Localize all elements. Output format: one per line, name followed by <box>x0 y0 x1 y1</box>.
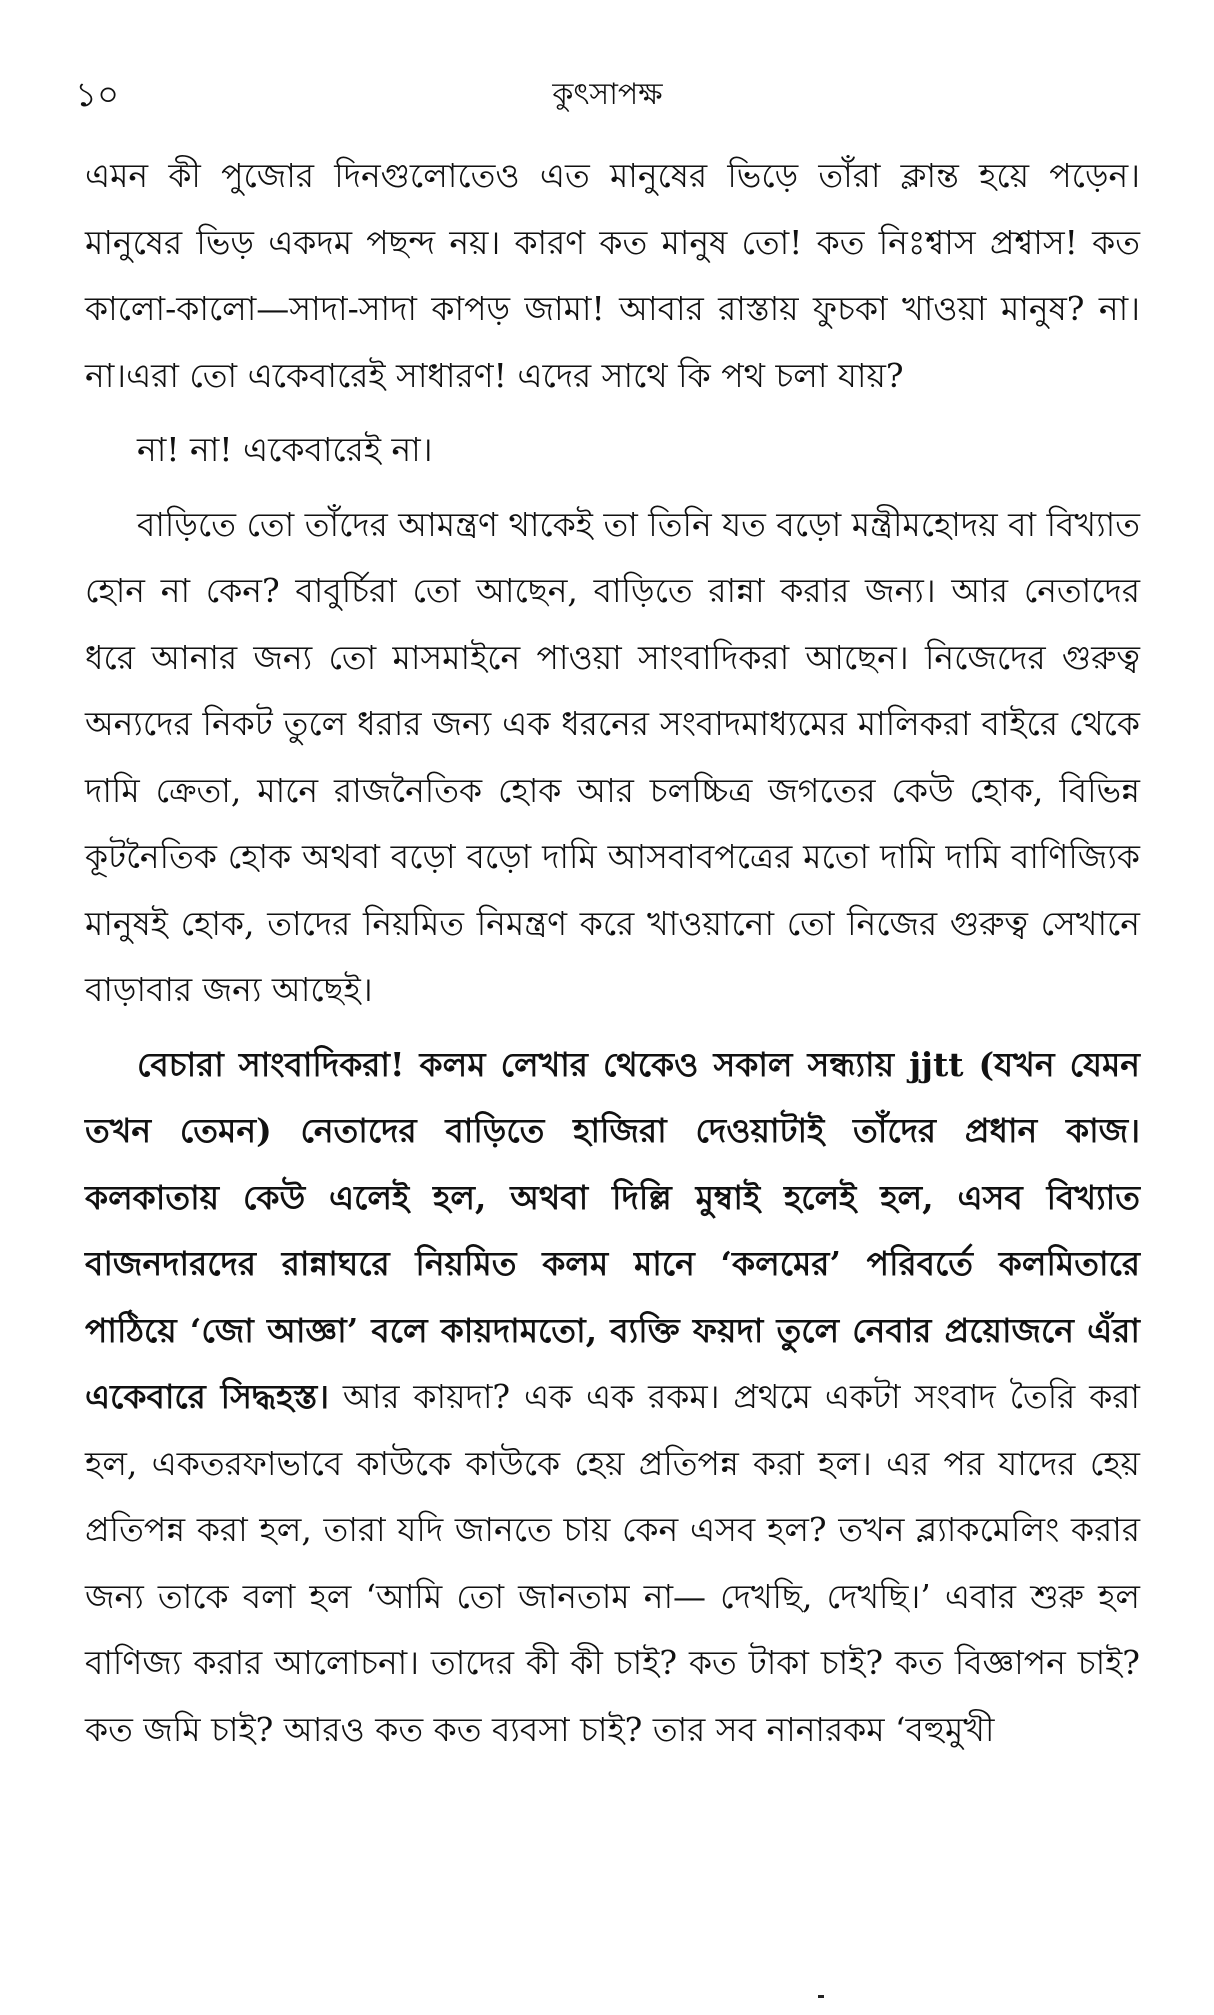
paragraph-invitations: বাড়িতে তো তাঁদের আমন্ত্রণ থাকেই তা তিনি যত বড়ো মন্ত্রীমহোদয় বা বিখ্যাত হোন না কেন? বাবুর্চিরা তো আছেন, বাড়িতে রান্না করার জন্য। আর নেতাদের ধরে আনার জন্য তো মাসমাইনে পাওয়া সাংবাদিকরা আছেন। নিজেদের গুরুত্ব অন্যদের নিকট তুলে ধরার জন্য এক ধরনের সংবাদমাধ্যমের মালিকরা বাইরে থেকে দামি ক্রেতা, মানে রাজনৈতিক হোক আর চলচ্চিত্র জগতের কেউ হোক, বিভিন্ন কূটনৈতিক হোক অথবা বড়ো বড়ো দামি আসবাবপত্রের মতো দামি দামি বাণিজ্যিক মানুষই হোক, তাদের নিয়মিত নিমন্ত্রণ করে খাওয়ানো তো নিজের গুরুত্ব সেখানে বাড়াবার জন্য আছেই। <box>85 504 1140 1009</box>
ink-mark <box>818 1995 824 1998</box>
page-number: ১০ <box>75 75 120 115</box>
running-title: কুৎসাপক্ষ <box>552 77 663 112</box>
paragraph-no: না! না! একেবারেই না। <box>137 430 433 469</box>
body-text <box>85 143 1140 1763</box>
paragraph-journalists-regular: আর কায়দা? এক এক রকম। প্রথমে একটা সংবাদ তৈরি করা হল, একতরফাভাবে কাউকে কাউকে হেয় প্রতিপন্ন করা হল। এর পর যাদের হেয় প্রতিপন্ন করা হল, তারা যদি জানতে চায় কেন এসব হল? তখন ব্ল্যাকমেলিং করার জন্য তাকে বলা হল ‘আমি তো জানতাম না— দেখছি, দেখছি।’ এবার শুরু হল বাণিজ্য করার আলোচনা। তাদের কী কী চাই? কত টাকা চাই? কত বিজ্ঞাপন চাই? কত জমি চাই? আরও কত কত ব্যবসা চাই? তার সব নানারকম ‘বহুমুখী <box>85 1377 1141 1749</box>
paragraph-journalists-bold: বেচারা সাংবাদিকরা! কলম লেখার থেকেও সকাল সন্ধ্যায় jjtt (যখন যেমন তখন তেমন) নেতাদের বাড়িতে হাজিরা দেওয়াটাই তাঁদের প্রধান কাজ। কলকাতায় কেউ এলেই হল, অথবা দিল্লি মুম্বাই হলেই হল, এসব বিখ্যাত বাজনদারদের রান্নাঘরে নিয়মিত কলম মানে ‘কলমের’ পরিবর্তে কলমিতারে পাঠিয়ে ‘জো আজ্ঞা’ বলে কায়দামতো, ব্যক্তি ফয়দা তুলে নেবার প্রয়োজনে এঁরা একেবারে সিদ্ধহস্ত। <box>85 1044 1140 1416</box>
paragraph-journalists <box>85 1032 1140 1764</box>
paragraph-crowd: এমন কী পুজোর দিনগুলোতেও এত মানুষের ভিড়ে তাঁরা ক্লান্ত হয়ে পড়েন। মানুষের ভিড় একদম পছন্দ নয়। কারণ কত মানুষ তো! কত নিঃশ্বাস প্রশ্বাস! কত কালো-কালো—সাদা-সাদা কাপড় জামা! আবার রাস্তায় ফুচকা খাওয়া মানুষ? না।না।এরা তো একেবারেই সাধারণ! এদের সাথে কি পথ চলা যায়? <box>85 156 1140 395</box>
page-header <box>75 70 1140 120</box>
